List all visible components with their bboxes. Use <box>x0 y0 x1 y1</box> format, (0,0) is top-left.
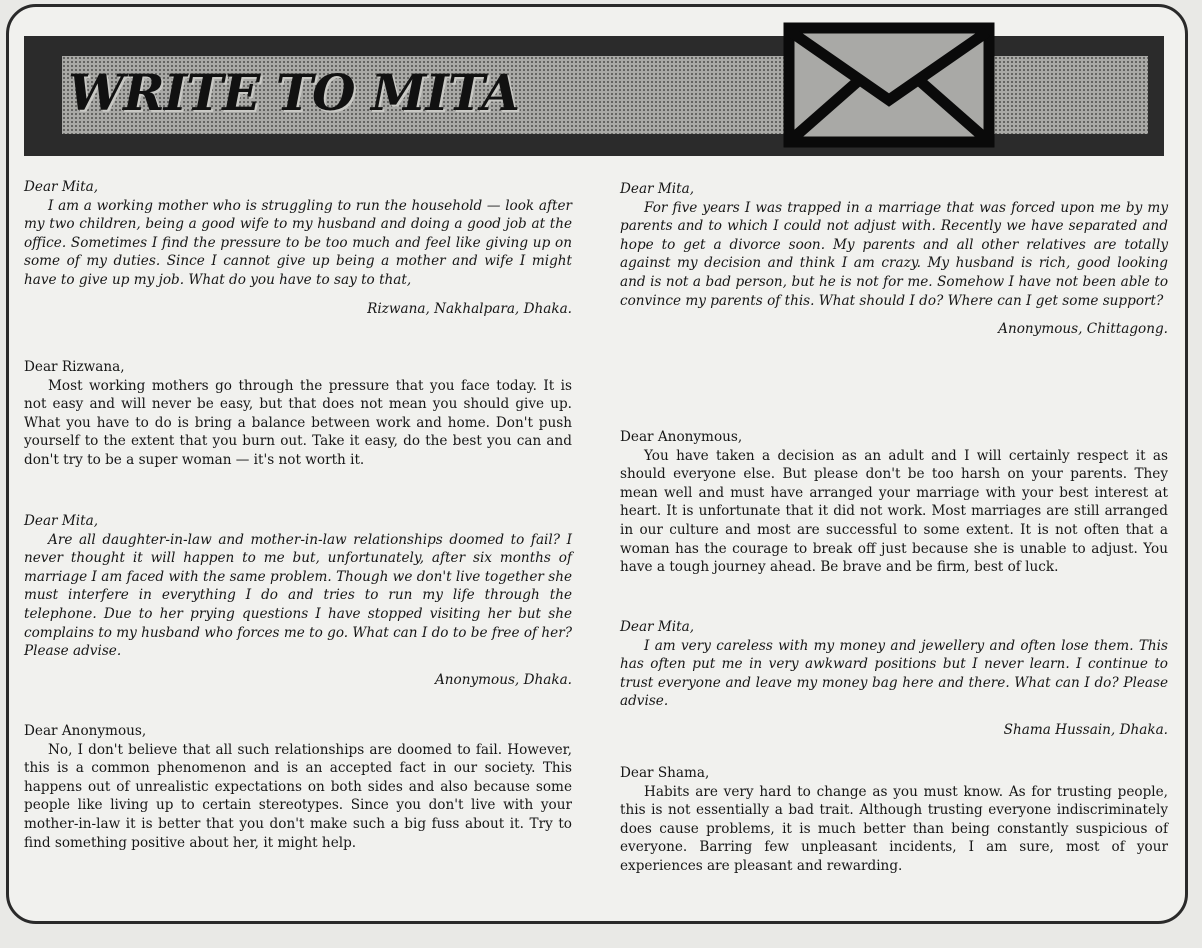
letter-signature: Anonymous, Dhaka. <box>434 671 572 688</box>
letter-shama-question <box>620 618 1168 740</box>
reply-greeting: Dear Rizwana, <box>24 359 125 375</box>
letter-anonymous-dhaka-question <box>24 512 572 689</box>
reply-greeting: Dear Shama, <box>620 765 710 781</box>
column-title: WRITE TO MITA <box>68 63 519 122</box>
reply-to-shama <box>620 764 1168 876</box>
letter-body: I am a working mother who is struggling to run the household — look after my two children, being a good wife to my husband and doing a good job at the office. Sometimes I find the pressure to be too much and feel like giving up on some of my duties. Since I cannot give up being a mother and wife I might have to give up my job. What do you have to say to that, <box>24 197 572 288</box>
reply-body: Most working mothers go through the pressure that you face today. It is not easy and will never be easy, but that does not mean you should give up. What you have to do is bring a balance between work and home. Don't push yourself to the extent that you burn out. Take it easy, do the best you can and don't try to be a super woman — it's not worth it. <box>24 377 572 468</box>
letter-greeting: Dear Mita, <box>24 513 99 529</box>
envelope-icon <box>783 22 995 148</box>
reply-body: You have taken a decision as an adult and I will certainly respect it as should everyone else. But please don't be too harsh on your parents. They mean well and must have arranged your marriage with your best interest at heart. It is unfortunate that it did not work. Most marriages are still arranged in our culture and most are successful to some extent. It is not often that a woman has the courage to break off just because she is unable to adjust. You have a tough journey ahead. Be brave and be firm, best of luck. <box>620 447 1168 576</box>
reply-to-anonymous-chittagong <box>620 428 1168 577</box>
letter-signature: Rizwana, Nakhalpara, Dhaka. <box>367 300 572 317</box>
letter-greeting: Dear Mita, <box>24 179 99 195</box>
letter-body: For five years I was trapped in a marriage that was forced upon me by my parents and to which I could not adjust with. Recently we have separated and hope to get a divorce soon. My parents and all other relatives are totally against my decision and think I am crazy. My husband is rich, good looking and is not a bad person, but he is not for me. Somehow I have not been able to convince my parents of this. What should I do? Where can I get some support? <box>620 199 1168 309</box>
letter-anonymous-chittagong-question <box>620 180 1168 339</box>
letter-body: Are all daughter-in-law and mother-in-law relationships doomed to fail? I never thought it will happen to me but, unfortunately, after six months of marriage I am faced with the same problem. Though we don't live together she must interfere in everything I do and tries to run my life through the telephone. Due to her prying questions I have stopped visiting her but she complains to my husband who forces me to go. What can I do to be free of her? Please advise. <box>24 531 572 660</box>
reply-body: Habits are very hard to change as you must know. As for trusting people, this is not essentially a bad trait. Although trusting everyone indiscriminately does cause problems, it is much better than being constantly suspicious of everyone. Barring few unpleasant incidents, I am sure, most of your experiences are pleasant and rewarding. <box>620 783 1168 874</box>
reply-greeting: Dear Anonymous, <box>620 429 743 445</box>
letter-greeting: Dear Mita, <box>620 619 695 635</box>
letter-signature: Anonymous, Chittagong. <box>998 321 1168 338</box>
reply-to-rizwana <box>24 358 572 470</box>
reply-to-anonymous-dhaka <box>24 722 572 852</box>
letter-rizwana-question <box>24 178 572 318</box>
reply-body: No, I don't believe that all such relationships are doomed to fail. However, this is a common phenomenon and is an accepted fact in our society. This happens out of unrealistic expectations on both sides and also because some people like living up to certain stereotypes. Since you don't live with your mother-in-law it is better that you don't make such a big fuss about it. Try to find something positive about her, it might help. <box>24 741 572 851</box>
letter-signature: Shama Hussain, Dhaka. <box>1003 721 1168 738</box>
letter-body: I am very careless with my money and jewellery and often lose them. This has often put me in very awkward positions but I never learn. I continue to trust everyone and leave my money bag here and there. What can I do? Please advise. <box>620 637 1168 710</box>
letter-greeting: Dear Mita, <box>620 181 695 197</box>
reply-greeting: Dear Anonymous, <box>24 723 147 739</box>
